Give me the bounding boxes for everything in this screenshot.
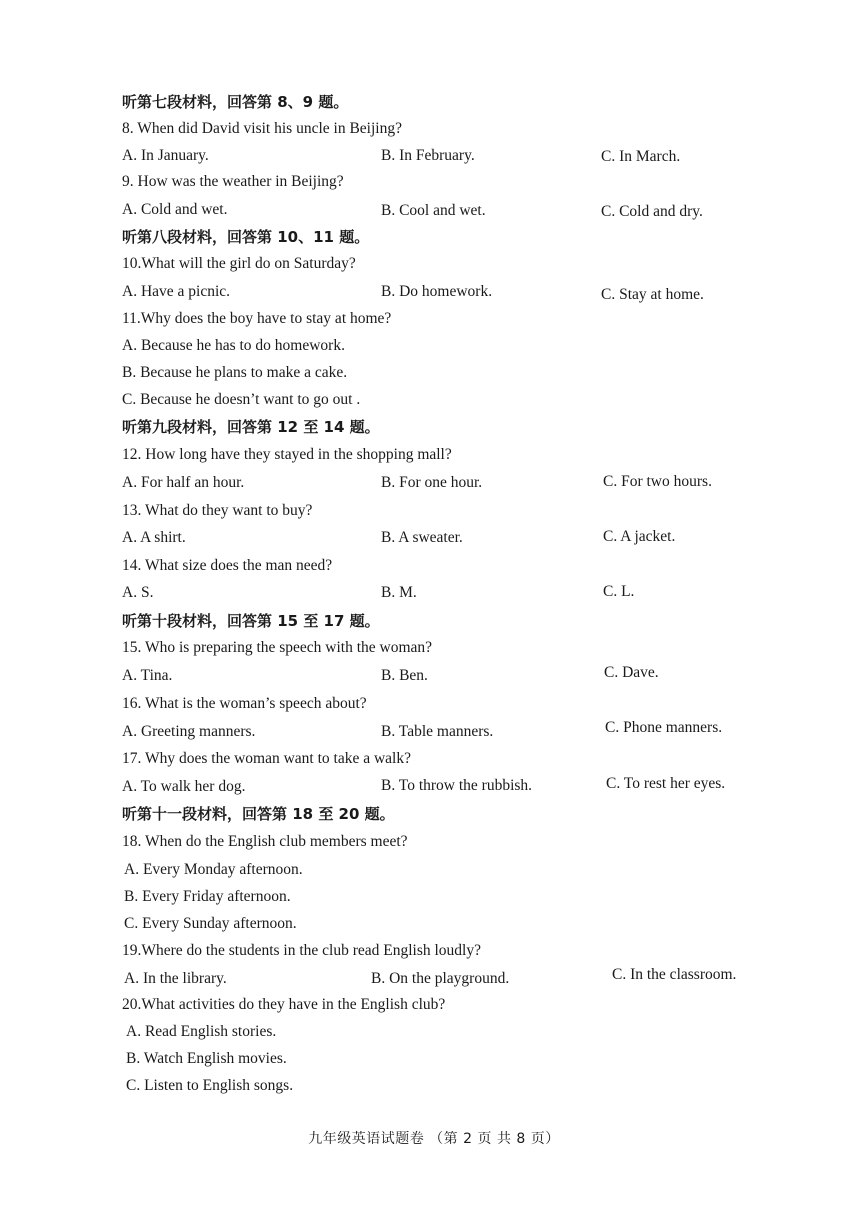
question-text: 17. Why does the woman want to take a walk? — [122, 750, 411, 767]
option-a: A. Have a picnic. — [122, 283, 231, 300]
question-text: 19.Where do the students in the club read English loudly? — [122, 942, 481, 959]
option-b: B. To throw the rubbish. — [381, 777, 533, 794]
option-a: A. S. — [122, 584, 154, 601]
option-a: A. Greeting manners. — [122, 723, 256, 740]
option-a: A. Tina. — [122, 667, 173, 684]
question-text: 18. When do the English club members meet? — [122, 833, 408, 850]
option-b: B. Ben. — [381, 667, 428, 684]
option-c: C. Cold and dry. — [601, 203, 703, 220]
page-footer: 九年级英语试题卷 （第 2 页 共 8 页） — [308, 1131, 560, 1147]
option-a: A. Cold and wet. — [122, 201, 228, 218]
question-text: 20.What activities do they have in the English club? — [122, 996, 446, 1013]
option-b: B. M. — [381, 584, 417, 601]
question-text: 8. When did David visit his uncle in Beijing? — [122, 120, 402, 137]
option-c: C. Dave. — [604, 664, 659, 681]
question-text: 13. What do they want to buy? — [122, 502, 313, 519]
option-c: C. Stay at home. — [601, 286, 704, 303]
question-text: 11.Why does the boy have to stay at home? — [122, 310, 392, 327]
option-a: A. Every Monday afternoon. — [124, 861, 303, 878]
section-header: 听第九段材料，回答第 12 至 14 题。 — [122, 418, 380, 436]
option-a: A. For half an hour. — [122, 474, 245, 491]
option-c: C. In March. — [601, 148, 681, 165]
option-b: B. Watch English movies. — [126, 1050, 287, 1067]
option-a: A. In January. — [122, 147, 209, 164]
question-text: 16. What is the woman’s speech about? — [122, 695, 367, 712]
option-b: B. On the playground. — [371, 970, 510, 987]
option-a: A. Read English stories. — [126, 1023, 277, 1040]
option-b: B. In February. — [381, 147, 475, 164]
option-c: C. In the classroom. — [612, 966, 737, 983]
option-b: B. Because he plans to make a cake. — [122, 364, 348, 381]
option-c: C. Every Sunday afternoon. — [124, 915, 297, 932]
option-b: B. Cool and wet. — [381, 202, 486, 219]
option-b: B. Do homework. — [381, 283, 493, 300]
section-header: 听第八段材料，回答第 10、11 题。 — [122, 228, 370, 246]
option-c: C. A jacket. — [603, 528, 676, 545]
option-c: C. For two hours. — [603, 473, 712, 490]
option-b: B. For one hour. — [381, 474, 483, 491]
question-text: 12. How long have they stayed in the shopping mall? — [122, 446, 452, 463]
section-header: 听第十一段材料，回答第 18 至 20 题。 — [122, 805, 395, 823]
option-b: B. A sweater. — [381, 529, 463, 546]
option-c: C. L. — [603, 583, 635, 600]
option-c: C. Listen to English songs. — [126, 1077, 294, 1094]
option-a: A. In the library. — [124, 970, 227, 987]
section-header: 听第十段材料，回答第 15 至 17 题。 — [122, 612, 380, 630]
option-b: B. Every Friday afternoon. — [124, 888, 291, 905]
question-text: 9. How was the weather in Beijing? — [122, 173, 344, 190]
question-text: 10.What will the girl do on Saturday? — [122, 255, 356, 272]
question-text: 14. What size does the man need? — [122, 557, 333, 574]
option-c: C. To rest her eyes. — [606, 775, 726, 792]
option-c: C. Because he doesn’t want to go out . — [122, 391, 361, 408]
option-b: B. Table manners. — [381, 723, 494, 740]
section-header: 听第七段材料，回答第 8、9 题。 — [122, 93, 349, 111]
option-a: A. A shirt. — [122, 529, 186, 546]
option-c: C. Phone manners. — [605, 719, 723, 736]
option-a: A. Because he has to do homework. — [122, 337, 345, 354]
option-a: A. To walk her dog. — [122, 778, 246, 795]
question-text: 15. Who is preparing the speech with the woman? — [122, 639, 433, 656]
